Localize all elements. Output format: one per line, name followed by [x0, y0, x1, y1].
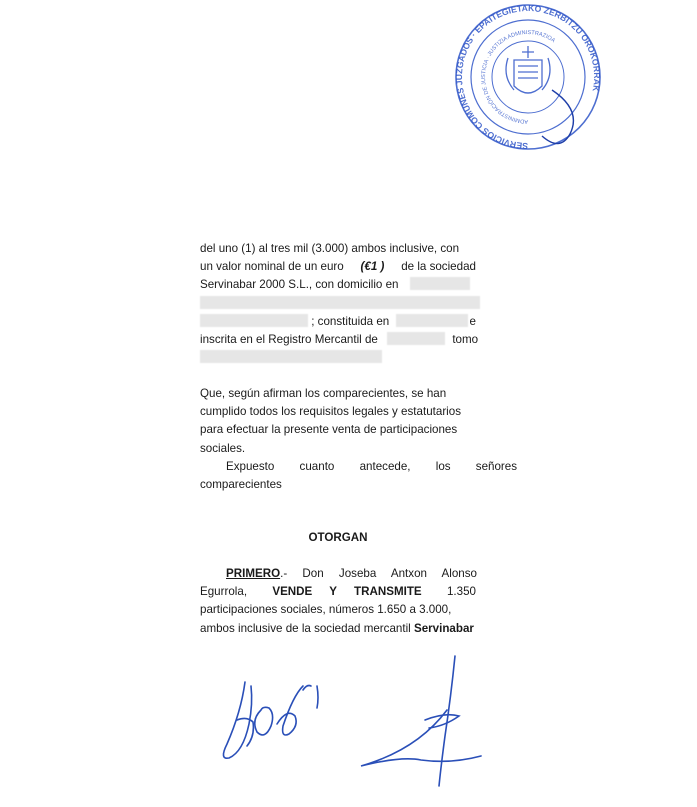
redaction-block	[396, 314, 468, 327]
svg-text:ADMINISTRACIÓN DE JUSTICIA · J: ADMINISTRACIÓN DE JUSTICIA · JUSTIZIA ADMINISTRAZIOA	[481, 29, 556, 125]
text-line: Expuesto cuanto antecede, los señores	[226, 459, 518, 473]
text-line	[200, 295, 476, 313]
redaction-block	[200, 296, 480, 309]
text-line: inscrita en el Registro Mercantil de tomo	[200, 332, 479, 346]
svg-text:SERVICIOS COMUNES JUZGADOS · E: SERVICIOS COMUNES JUZGADOS · EPAITEGIETAKO ZERBITZU OROKORRAK	[454, 2, 603, 150]
text-line	[200, 349, 476, 367]
section-heading: OTORGAN	[308, 531, 368, 544]
text-line: Que, según afirman los comparecientes, se han	[200, 387, 447, 400]
paragraph-share-description	[200, 240, 479, 367]
text-line: un valor nominal de un euro (€1 ) de la sociedad	[200, 260, 476, 274]
text-line: Servinabar 2000 S.L., con domicilio en	[200, 276, 476, 294]
handwritten-signature-right	[355, 650, 485, 790]
text-line: ; constituida en e	[200, 313, 476, 331]
redaction-block	[387, 332, 445, 345]
text-line: sociales.	[200, 441, 246, 455]
text-line: Egurrola, VENDE Y TRANSMITE 1.350	[200, 585, 476, 599]
text-line: cumplido todos los requisitos legales y estatutarios	[200, 405, 461, 419]
court-stamp	[452, 0, 604, 150]
text-line: PRIMERO.- Don Joseba Antxon Alonso	[226, 567, 477, 580]
handwritten-signature-left	[215, 670, 355, 770]
redaction-block	[410, 277, 470, 290]
text-line: ambos inclusive de la sociedad mercantil Servinabar	[200, 621, 474, 635]
paragraph-legal-requirements	[200, 385, 518, 494]
redaction-block	[200, 314, 308, 327]
redaction-block	[200, 350, 382, 363]
text-line: comparecientes	[200, 477, 282, 491]
text-line: del uno (1) al tres mil (3.000) ambos inclusive, con	[200, 242, 460, 255]
paragraph-primero	[200, 565, 476, 638]
text-line: para efectuar la presente venta de participaciones	[200, 423, 458, 437]
text-line: participaciones sociales, números 1.650 a 3.000,	[200, 603, 452, 617]
